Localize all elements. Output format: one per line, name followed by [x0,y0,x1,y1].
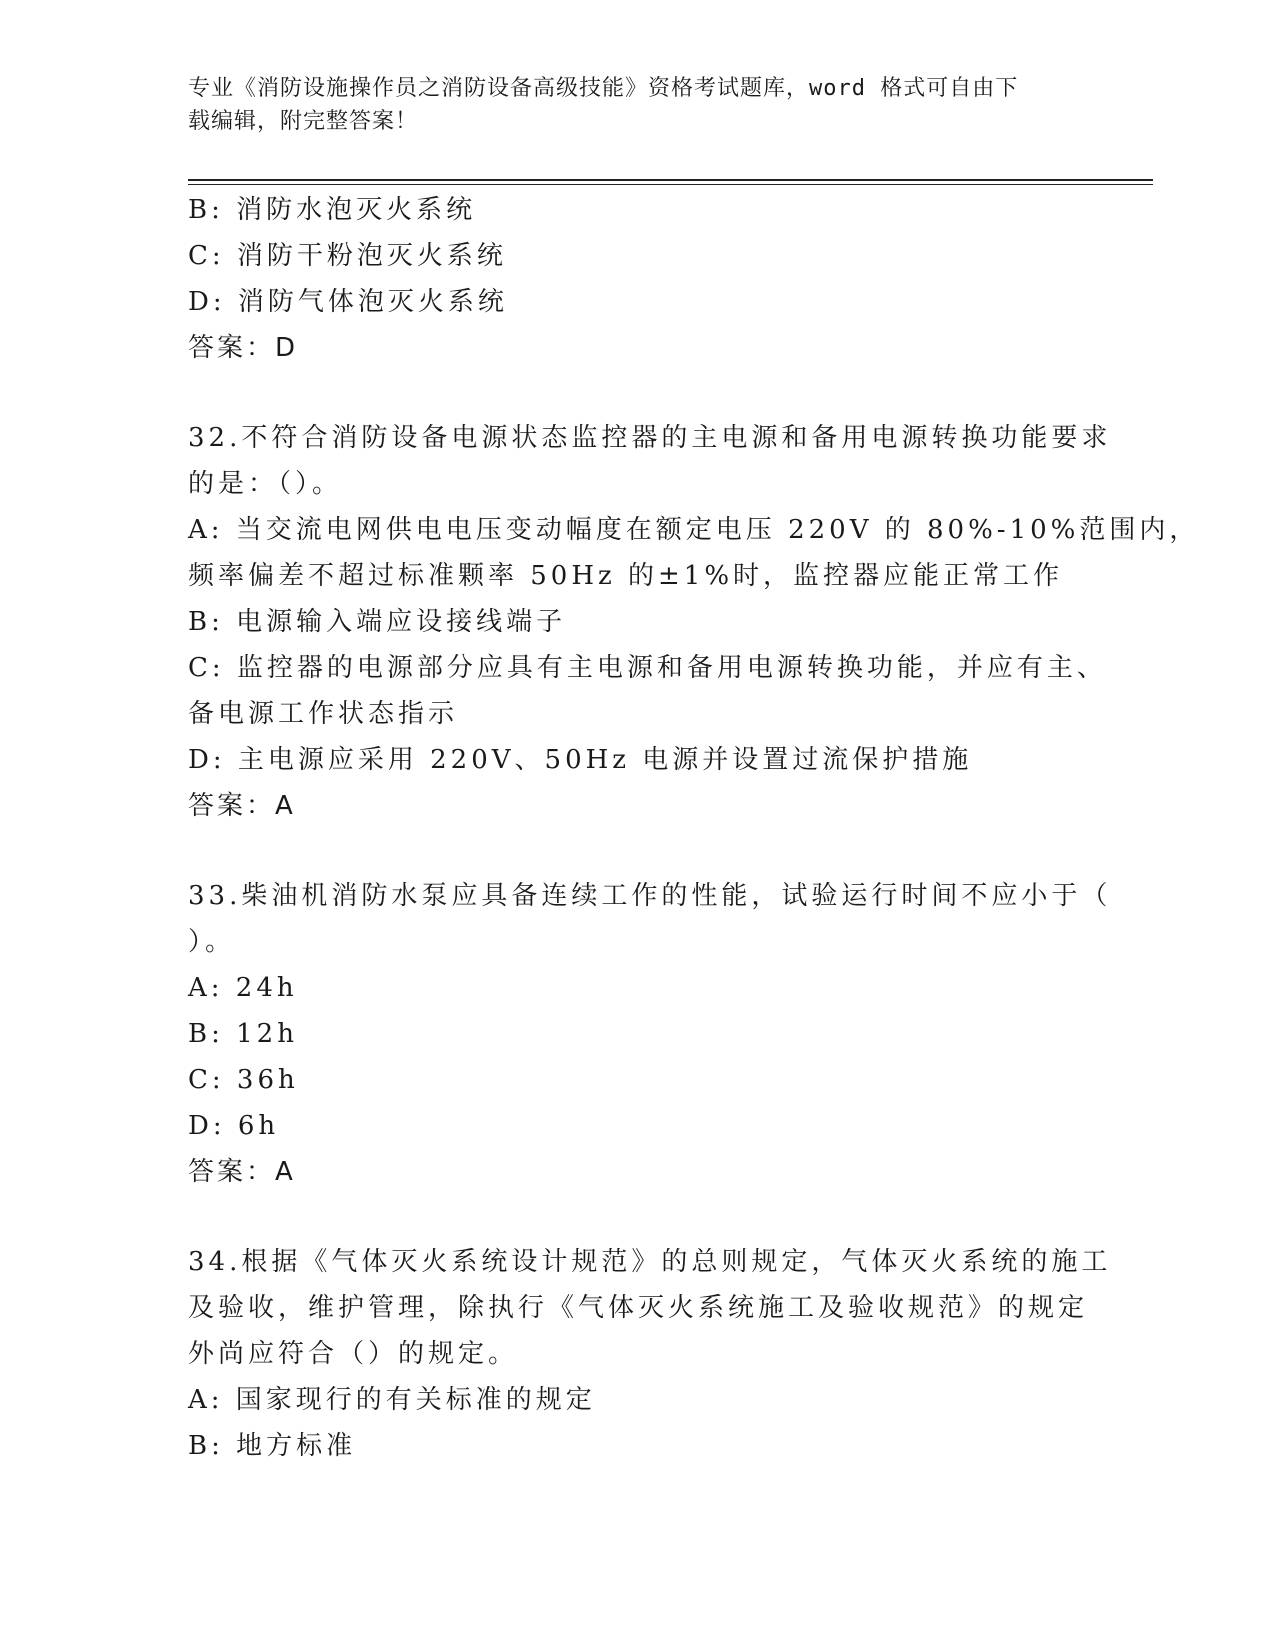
option-d: D: 消防气体泡灭火系统 [188,287,508,317]
question-stem-line-1: 34.根据《气体灭火系统设计规范》的总则规定，气体灭火系统的施工 [188,1247,1112,1277]
question-stem-line-2: ）。 [188,927,236,957]
spacer [188,371,1088,415]
header-line-2: 载编辑，附完整答案！ [188,109,419,134]
option-d: D: 主电源应采用 220V、50Hz 电源并设置过流保护措施 [188,745,973,775]
question-stem-line-1: 32.不符合消防设备电源状态监控器的主电源和备用电源转换功能要求 [188,423,1112,453]
answer: 答案：D [188,333,299,363]
question-content [188,187,1200,1469]
option-a-line-1: A: 当交流电网供电电压变动幅度在额定电压 220V 的 80%-10%范围内， [188,515,1200,545]
question-32 [188,415,1200,829]
option-c-line-2: 备电源工作状态指示 [188,699,459,729]
option-c-line-1: C: 监控器的电源部分应具有主电源和备用电源转换功能，并应有主、 [188,653,1107,683]
question-stem-line-2: 及验收，维护管理，除执行《气体灭火系统施工及验收规范》的规定 [188,1293,1089,1323]
question-stem-line-2: 的是：（）。 [188,469,343,499]
option-a: A: 国家现行的有关标准的规定 [188,1385,596,1415]
answer: 答案：A [188,1157,296,1187]
option-a: A: 24h [188,973,298,1003]
question-33 [188,873,1112,1195]
option-b: B: 消防水泡灭火系统 [188,195,477,225]
spacer [188,829,1088,873]
question-34 [188,1239,1112,1469]
option-c: C: 消防干粉泡灭火系统 [188,241,507,271]
option-b: B: 地方标准 [188,1431,357,1461]
header-line-1: 专业《消防设施操作员之消防设备高级技能》资格考试题库，word 格式可自由下 [188,76,1019,101]
option-c: C: 36h [188,1065,299,1095]
question-stem-line-3: 外尚应符合（）的规定。 [188,1339,519,1369]
spacer [188,1195,1088,1239]
header-divider-top [188,179,1153,181]
option-d: D: 6h [188,1111,280,1141]
question-31-tail [188,187,1088,371]
document-header [188,72,1068,138]
option-a-line-2: 频率偏差不超过标准颗率 50Hz 的±1%时，监控器应能正常工作 [188,561,1064,591]
option-b: B: 12h [188,1019,298,1049]
option-b: B: 电源输入端应设接线端子 [188,607,567,637]
header-divider-bottom [188,184,1153,185]
answer: 答案：A [188,791,296,821]
question-stem-line-1: 33.柴油机消防水泵应具备连续工作的性能，试验运行时间不应小于（ [188,881,1112,911]
